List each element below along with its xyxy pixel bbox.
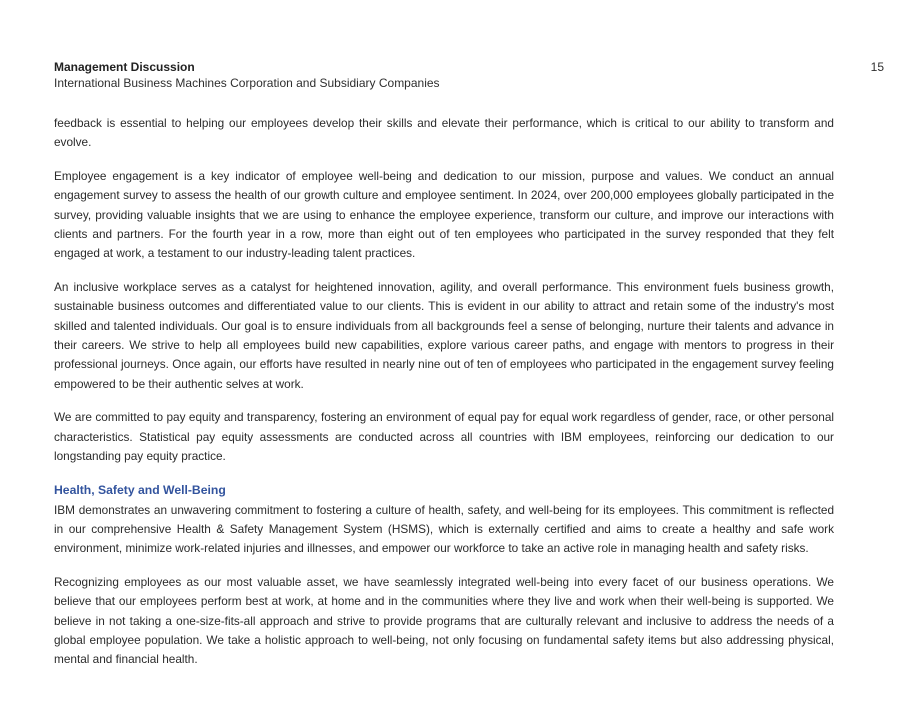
paragraph-well-being-integration: Recognizing employees as our most valuable asset, we have seamlessly integrated well-being into every facet of our business operations. We believe that our employees perform best at work, at home and in the communities where they live and work when their well-being is supported. We believe in not taking a one-size-fits-all approach and strive to provide programs that are culturally relevant and inclusive to address the needs of a global employee population. We take a holistic approach to well-being, not only focusing on fundamental safety items but also addressing physical, mental and financial health. bbox=[54, 575, 834, 667]
paragraph-employee-engagement: Employee engagement is a key indicator of employee well-being and dedication to our mission, purpose and values. We conduct an annual engagement survey to assess the health of our growth culture and employee sentiment. In 2024, over 200,000 employees globally participated in the survey, providing valuable insights that we are using to enhance the employee experience, transform our culture, and improve our interactions with clients and partners. For the fourth year in a row, more than eight out of ten employees who participated in the survey responded that they felt engaged at work, a testament to our industry-leading talent practices. bbox=[54, 169, 834, 261]
document-title: Management Discussion bbox=[54, 60, 195, 74]
paragraph-inclusive-workplace: An inclusive workplace serves as a catalyst for heightened innovation, agility, and overall performance. This environment fuels business growth, sustainable business outcomes and differentiated value to our clients. This is evident in our ability to attract and retain some of the industry's most skilled and talented individuals. Our goal is to ensure individuals from all backgrounds feel a sense of belonging, nurture their talents and advance in their careers. We strive to help all employees build new capabilities, explore various career paths, and engage with mentors to progress in their professional journeys. Once again, our efforts have resulted in nearly nine out of ten of employees who participated in the engagement survey feeling empowered to be their authentic selves at work. bbox=[54, 280, 834, 391]
section-heading-health-safety-well-being: Health, Safety and Well-Being bbox=[54, 482, 226, 497]
document-subtitle: International Business Machines Corporation and Subsidiary Companies bbox=[54, 76, 440, 90]
page-header bbox=[54, 59, 884, 91]
header-text-block bbox=[54, 59, 440, 91]
paragraph-feedback: feedback is essential to helping our employees develop their skills and elevate their performance, which is critical to our ability to transform and evolve. bbox=[54, 116, 834, 150]
document-body bbox=[54, 114, 834, 684]
paragraph-pay-equity: We are committed to pay equity and transparency, fostering an environment of equal pay for equal work regardless of gender, race, or other personal characteristics. Statistical pay equity assessments are conducted across all countries with IBM employees, reinforcing our dedication to our longstanding pay equity practice. bbox=[54, 410, 834, 463]
page-number: 15 bbox=[870, 60, 884, 74]
paragraph-hsms-commitment: IBM demonstrates an unwavering commitment to fostering a culture of health, safety, and well-being for its employees. This commitment is reflected in our comprehensive Health & Safety Management System (HSMS), which is externally certified and aims to create a healthy and safe work environment, minimize work-related injuries and illnesses, and empower our workforce to take an active role in managing health and safety risks. bbox=[54, 502, 834, 556]
